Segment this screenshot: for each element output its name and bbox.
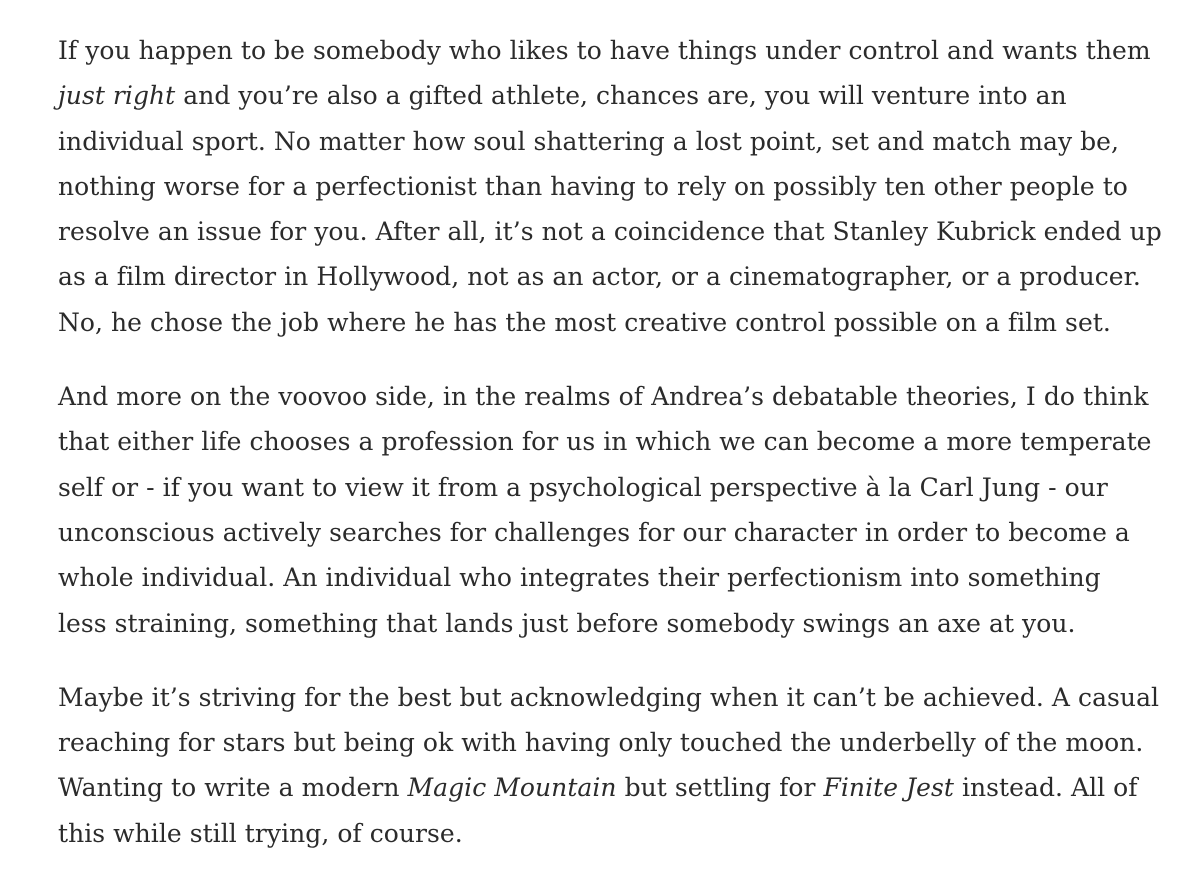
text-line <box>58 119 1148 164</box>
text-line <box>58 374 1148 419</box>
text-run: resolve an issue for you. After all, it’s not a coincidence that Stanley Kubrick ended up <box>58 217 1162 247</box>
text-run: And more on the voovoo side, in the realms of Andrea’s debatable theories, I do think <box>58 382 1149 412</box>
text-line <box>58 209 1162 254</box>
text-run: If you happen to be somebody who likes to have things under control and wants them <box>58 36 1151 65</box>
text-line <box>58 675 1160 720</box>
text-line <box>58 300 1148 345</box>
text-line <box>58 419 1152 464</box>
text-run: less straining, something that lands just before somebody swings an axe at you. <box>58 608 1076 638</box>
text-run: Wanting to write a modern <box>58 773 408 803</box>
text-line <box>58 73 1148 118</box>
text-run: as a film director in Hollywood, not as an actor, or a cinematographer, or a producer. <box>58 262 1141 292</box>
text-run: this while still trying, of course. <box>58 818 463 848</box>
text-line <box>58 811 1148 856</box>
text-run: reaching for stars but being ok with having only touched the underbelly of the moon. <box>58 728 1144 758</box>
text-run: and you’re also a gifted athlete, chances are, you will venture into an <box>175 81 1067 111</box>
text-line <box>58 601 1148 646</box>
text-run: No, he chose the job where he has the most creative control possible on a film set. <box>58 307 1111 337</box>
paragraph-2 <box>58 374 1152 646</box>
text-line <box>58 510 1148 555</box>
text-line <box>58 720 1148 765</box>
text-line <box>58 465 1148 510</box>
text-line <box>58 254 1148 299</box>
text-run: nothing worse for a perfectionist than having to rely on possibly ten other people to <box>58 171 1128 201</box>
text-line <box>58 28 1151 73</box>
emphasized-title: Finite Jest <box>823 773 954 803</box>
text-line <box>58 555 1148 600</box>
paragraph-3 <box>58 675 1160 856</box>
paragraph-1 <box>58 28 1162 345</box>
text-run: unconscious actively searches for challenges for our character in order to become a <box>58 517 1130 547</box>
text-run: individual sport. No matter how soul shattering a lost point, set and match may be, <box>58 126 1120 156</box>
emphasized-title: just right <box>58 81 176 111</box>
emphasized-title: Magic Mountain <box>407 773 617 803</box>
text-run: that either life chooses a profession for us in which we can become a more temperate <box>58 427 1152 457</box>
text-run: whole individual. An individual who integrates their perfectionism into something <box>58 563 1101 593</box>
text-run: self or - if you want to view it from a psychological perspective à la Carl Jung - our <box>58 472 1108 502</box>
text-run: instead. All of <box>953 773 1138 803</box>
article-body <box>58 28 1162 885</box>
text-line <box>58 164 1148 209</box>
text-run: but settling for <box>616 773 824 803</box>
text-run: Maybe it’s striving for the best but acknowledging when it can’t be achieved. A casual <box>58 682 1160 712</box>
text-line <box>58 765 1148 810</box>
